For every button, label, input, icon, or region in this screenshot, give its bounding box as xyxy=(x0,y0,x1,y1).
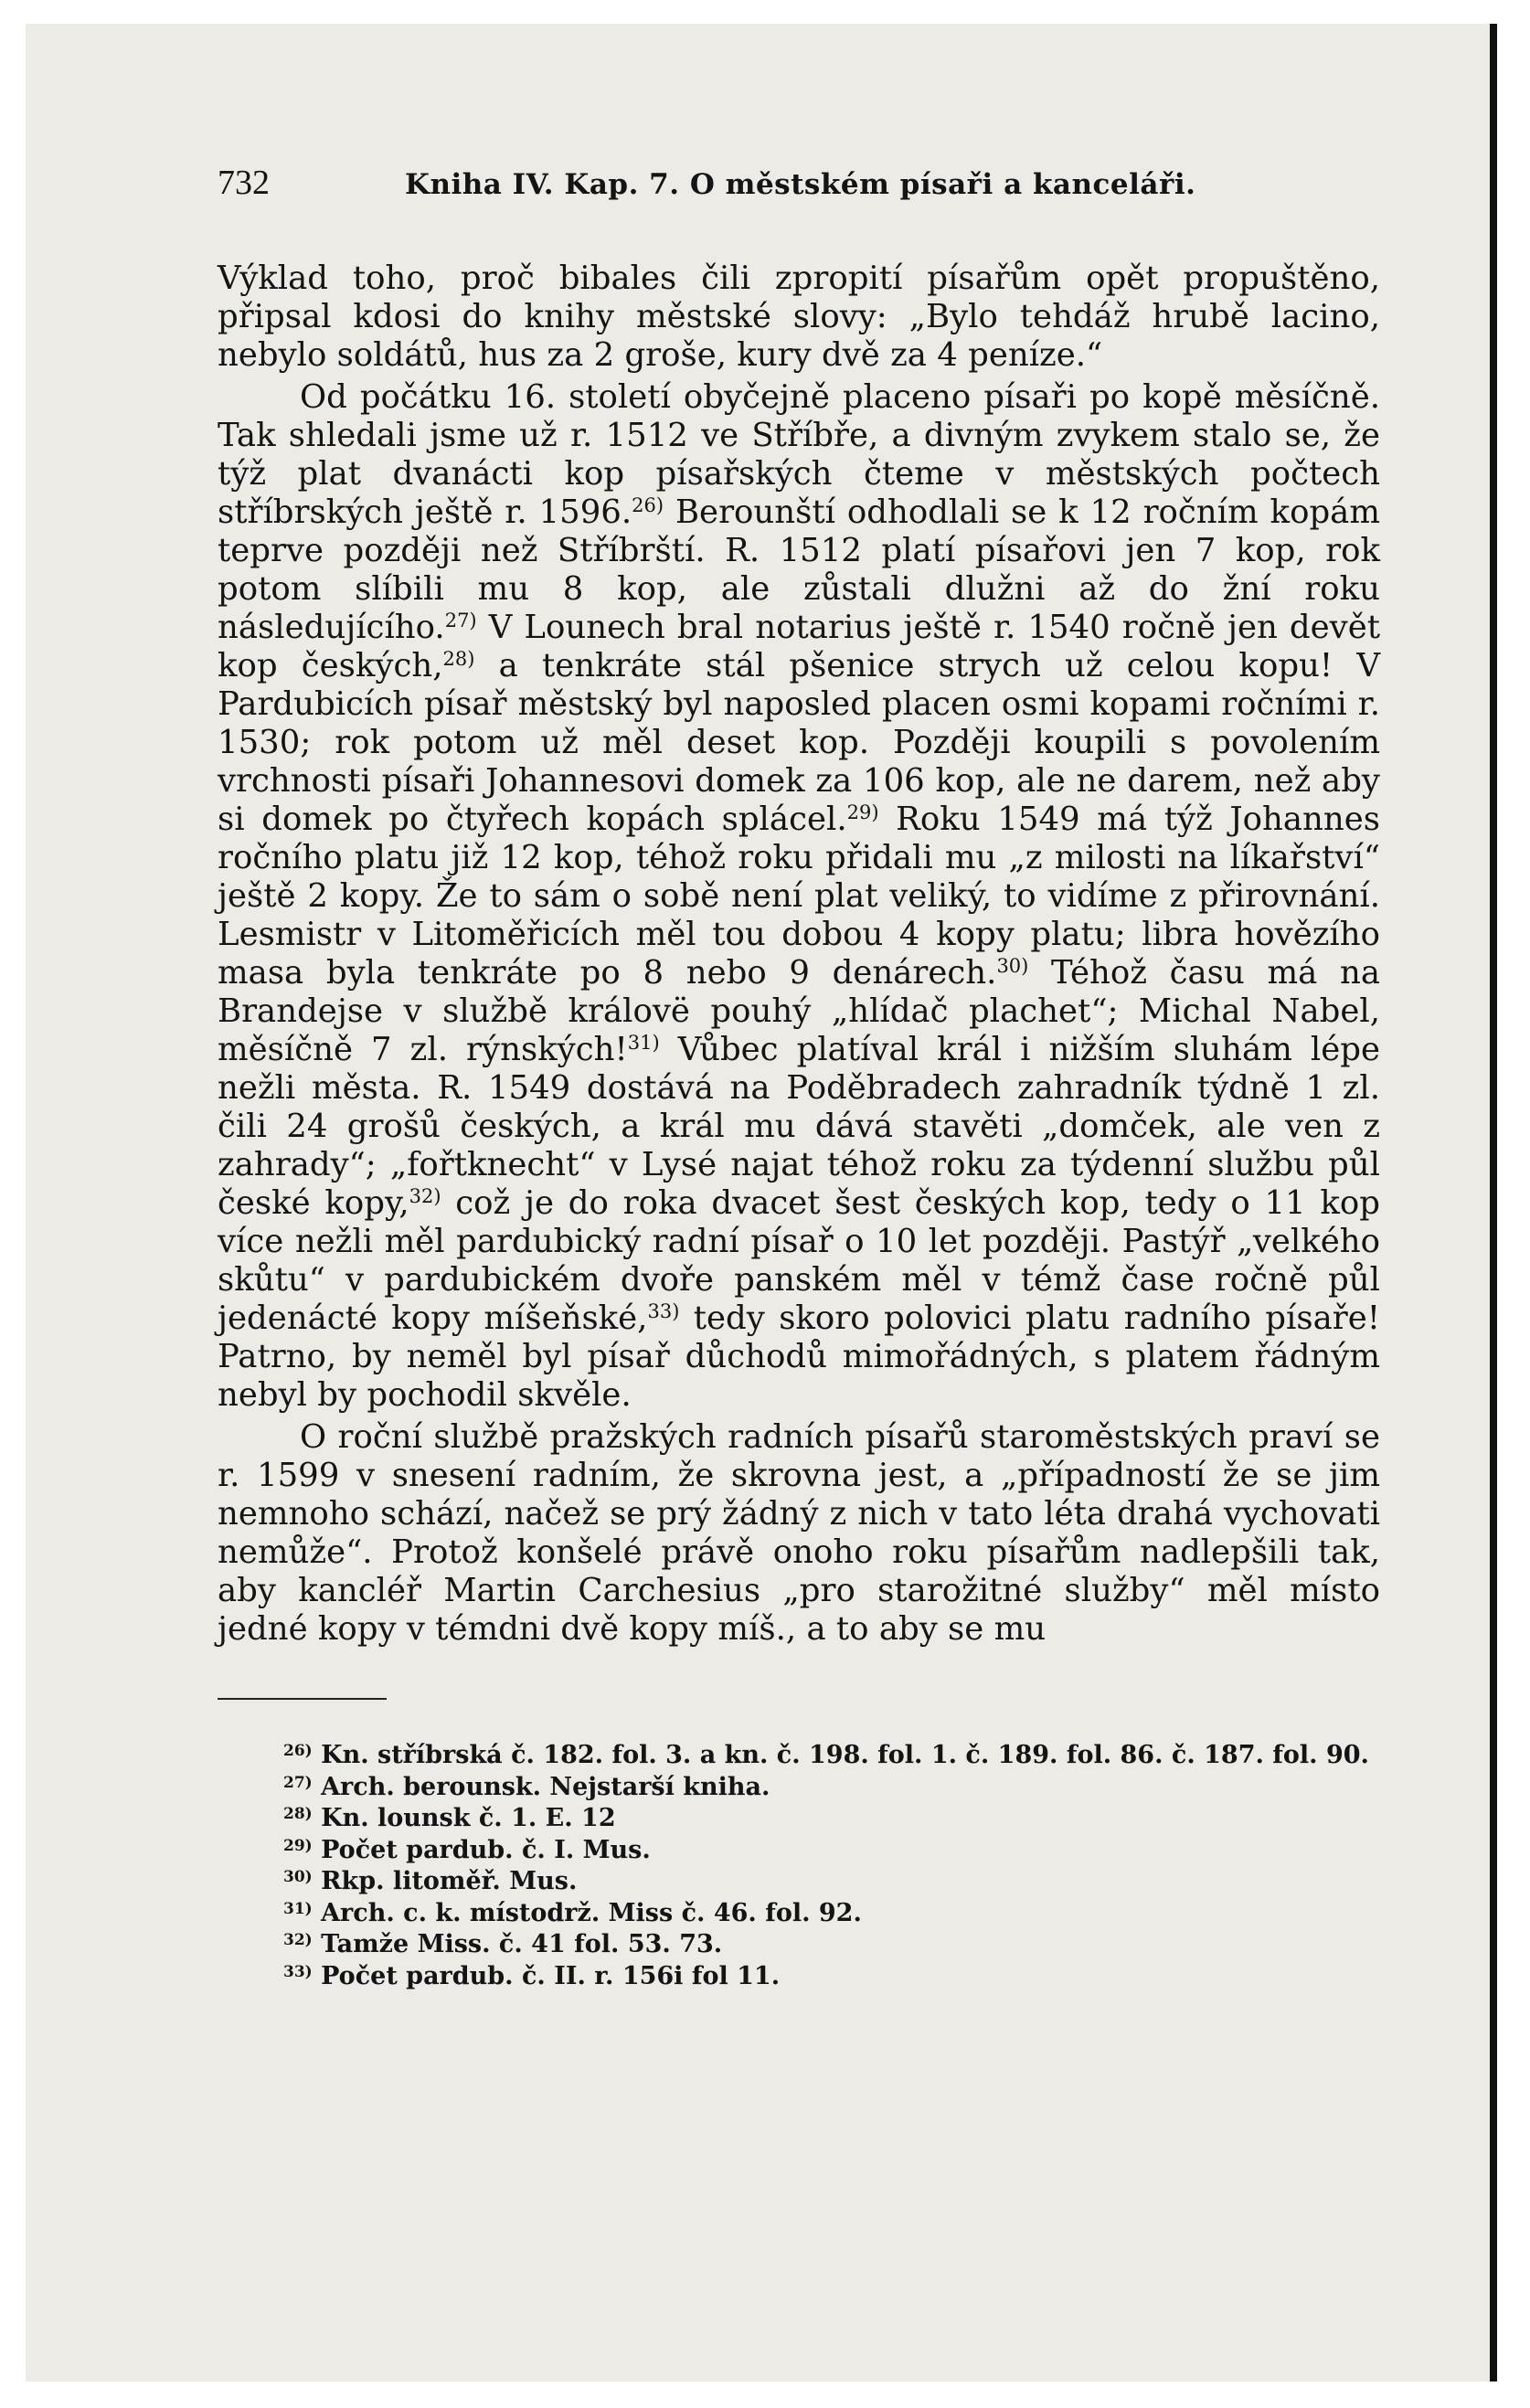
text-run: Téhož času má na Brandejse v službě královë pouhý „hlídač plachet“; Michal Nabel, měsíčně 7 zl. rýnských! xyxy=(218,954,1380,1068)
text-run: V Lounech bral notarius ještě r. 1540 ročně jen devět kop českých, xyxy=(218,609,1380,684)
footnote-31: $^{31)}$ Arch. c. k. místodrž. Miss č. 46. fol. 92. xyxy=(283,1898,862,1927)
text-run: Od počátku 16. století obyčejně placeno písaři po kopě měsíčně. Tak shledali jsme už r. 1512 ve Stříbře, a divným zvykem stalo se, že týž plat dvanácti kop písařských čteme v městských počtech stříbrských ještě r. 1596. xyxy=(218,378,1380,531)
paragraph-3 xyxy=(218,1418,1380,1649)
footnote-28: $^{28)}$ Kn. lounsk č. 1. E. 12 xyxy=(283,1804,616,1832)
footnote-33: $^{33)}$ Počet pardub. č. II. r. 156i fol 11. xyxy=(283,1961,781,1990)
text-run: tedy skoro polovici platu radního písaře! Patrno, by neměl byl písař důchodů mimořádných, s platem řádným nebyl by pochodil skvěle. xyxy=(218,1299,1380,1414)
running-title: Kniha IV. Kap. 7. O městském písaři a kanceláři. xyxy=(405,168,1196,201)
footnote-ref: 29) xyxy=(846,801,879,823)
footnote-26: $^{26)}$ Kn. stříbrská č. 182. fol. 3. a kn. č. 198. fol. 1. č. 189. fol. 86. č. 187. fol. 90. xyxy=(283,1741,1369,1769)
text-run: O roční službě pražských radních písařů staroměstských praví se r. 1599 v snesení radním, že skrovna jest, a „případností že se jim nemnoho schází, načež se prý žádný z nich v tato léta drahá vychovati nemůže“. Protož konšelé právě onoho roku písařům nadlepšili tak, aby kancléř Martin Carchesius „pro starožitné služby“ měl místo jedné kopy v témdni dvě kopy míš., a to aby se mu xyxy=(218,1418,1380,1648)
footnote-separator xyxy=(218,1698,387,1700)
footnote-ref: 30) xyxy=(996,955,1029,977)
footnote-ref: 33) xyxy=(647,1300,680,1322)
body-text xyxy=(218,260,1380,1649)
paragraph-2 xyxy=(218,378,1380,1415)
text-run: a tenkráte stál pšenice strych už celou kopu! V Pardubicích písař městský byl naposled placen osmi kopami ročními r. 1530; rok potom už měl deset kop. Později koupili s povolením vrchnosti písaři Johannesovi domek za 106 kop, ale ne darem, než aby si domek po čtyřech kopách splácel. xyxy=(218,647,1380,838)
text-run: Roku 1549 má týž Johannes ročního platu již 12 kop, téhož roku přidali mu „z milosti na líkařství“ ještě 2 kopy. Že to sám o sobě není plat veliký, to vidíme z přirovnání. Lesmistr v Litoměřicích měl tou dobou 4 kopy platu; libra hovězího masa byla tenkráte po 8 nebo 9 denárech. xyxy=(218,801,1381,992)
footnote-ref: 32) xyxy=(409,1185,441,1207)
footnote-27: $^{27)}$ Arch. berounsk. Nejstarší kniha. xyxy=(283,1772,770,1801)
book-page xyxy=(26,24,1497,2381)
text-run: Výklad toho, proč bibales čili zpropití písařům opět propuštěno, připsal kdosi do knihy městské slovy: „Bylo tehdáž hrubě lacino, nebylo soldátů, hus za 2 groše, kury dvě za 4 peníze.“ xyxy=(218,260,1380,374)
page-number: 732 xyxy=(218,164,270,202)
footnote-32: $^{32)}$ Tamže Miss. č. 41 fol. 53. 73. xyxy=(283,1930,723,1958)
footnote-29: $^{29)}$ Počet pardub. č. I. Mus. xyxy=(283,1835,651,1864)
text-run: Berounští odhodlali se k 12 ročním kopám teprve později než Stříbrští. R. 1512 platí písařovi jen 7 kop, rok potom slíbili mu 8 kop, ale zůstali dlužni až do žní roku následujícího. xyxy=(218,493,1380,646)
text-run: Vůbec platíval král i nižším sluhám lépe nežli města. R. 1549 dostává na Poděbradech zahradník týdně 1 zl. čili 24 grošů českých, a král mu dává stavěti „domček, ale ven z zahrady“; „fořtknecht“ v Lysé najat téhož roku za týdenní službu půl české kopy, xyxy=(218,1031,1380,1222)
footnote-ref: 27) xyxy=(444,610,477,631)
page-content xyxy=(218,163,1380,1992)
footnotes xyxy=(218,1740,1380,1992)
paragraph-1 xyxy=(218,260,1380,375)
footnote-30: $^{30)}$ Rkp. litoměř. Mus. xyxy=(283,1867,578,1895)
footnote-ref: 26) xyxy=(632,494,664,516)
footnote-ref: 31) xyxy=(627,1032,660,1054)
footnote-ref: 28) xyxy=(442,648,475,670)
running-header xyxy=(218,163,1380,205)
text-run: což je do roka dvacet šest českých kop, tedy o 11 kop více nežli měl pardubický radní písař o 10 let později. Pastýř „velkého skůtu“ v pardubickém dvoře panském měl v témž čase ročně půl jedenácté kopy míšeňské, xyxy=(218,1184,1380,1337)
